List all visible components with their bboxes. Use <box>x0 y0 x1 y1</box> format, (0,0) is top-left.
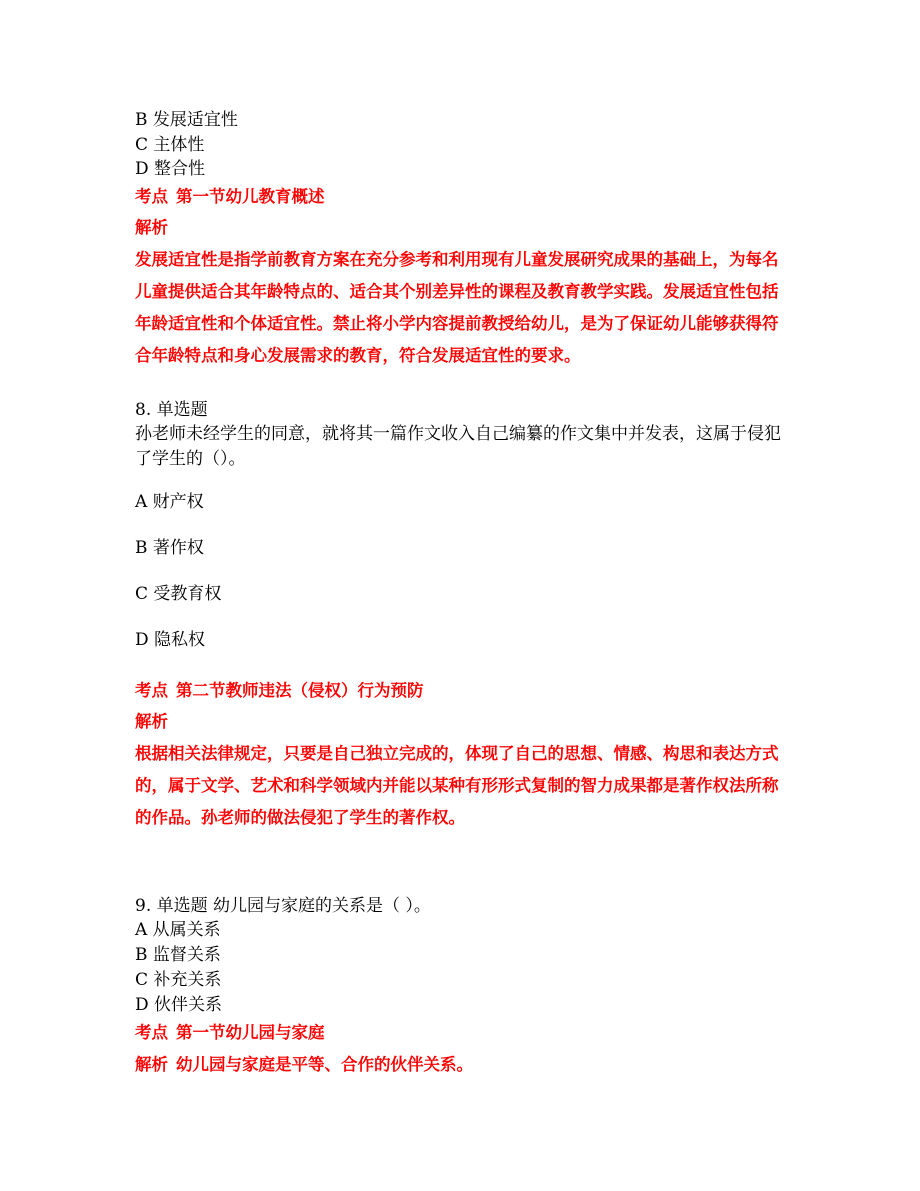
q9-option-a: A 从属关系 <box>135 920 221 940</box>
q7-option-c: C 主体性 <box>135 135 205 155</box>
jiexi-text: 幼儿园与家庭是平等、合作的伙伴关系。 <box>176 1055 473 1074</box>
q9-option-b: B 监督关系 <box>135 945 221 965</box>
q8-option-d: D 隐私权 <box>135 630 206 650</box>
q8-jiexi-text: 根据相关法律规定，只要是自己独立完成的，体现了自己的思想、情感、构思和表达方式的，属于文学、艺术和科学领域内并能以某种有形形式复制的智力成果都是著作权法所称的作品。孙老师的做法侵犯了学生的著作权。 <box>135 744 779 827</box>
kaodian-text: 第一节幼儿园与家庭 <box>176 1023 325 1042</box>
q9-jiexi <box>135 1053 473 1077</box>
kaodian-label: 考点 <box>135 187 168 206</box>
q8-option-a: A 财产权 <box>135 492 204 512</box>
jiexi-label: 解析 <box>135 1055 168 1074</box>
q7-kaodian <box>135 185 325 209</box>
q8-option-c: C 受教育权 <box>135 584 222 604</box>
kaodian-label: 考点 <box>135 681 168 700</box>
q7-jiexi-text: 发展适宜性是指学前教育方案在充分参考和利用现有儿童发展研究成果的基础上，为每名儿童提供适合其年龄特点的、适合其个别差异性的课程及教育教学实践。发展适宜性包括年龄适宜性和个体适宜性。禁止将小学内容提前教授给幼儿，是为了保证幼儿能够获得符合年龄特点和身心发展需求的教育，符合发展适宜性的要求。 <box>135 250 779 365</box>
q8-header: 8. 单选题 <box>135 400 208 420</box>
kaodian-label: 考点 <box>135 1023 168 1042</box>
kaodian-text: 第二节教师违法（侵权）行为预防 <box>176 681 424 700</box>
q9-kaodian <box>135 1021 325 1045</box>
q7-option-b: B 发展适宜性 <box>135 110 238 130</box>
q8-jiexi-label: 解析 <box>135 712 168 731</box>
q9-option-d: D 伙伴关系 <box>135 995 223 1015</box>
q7-jiexi-label: 解析 <box>135 218 168 237</box>
kaodian-text: 第一节幼儿教育概述 <box>176 187 325 206</box>
q8-option-b: B 著作权 <box>135 538 204 558</box>
q7-option-d: D 整合性 <box>135 159 206 179</box>
q8-stem: 孙老师未经学生的同意，就将其一篇作文收入自己编纂的作文集中并发表，这属于侵犯了学生的（）。 <box>135 424 781 469</box>
q9-option-c: C 补充关系 <box>135 970 222 990</box>
q8-kaodian <box>135 679 424 703</box>
q9-header: 9. 单选题 幼儿园与家庭的关系是（ ）。 <box>135 896 431 916</box>
